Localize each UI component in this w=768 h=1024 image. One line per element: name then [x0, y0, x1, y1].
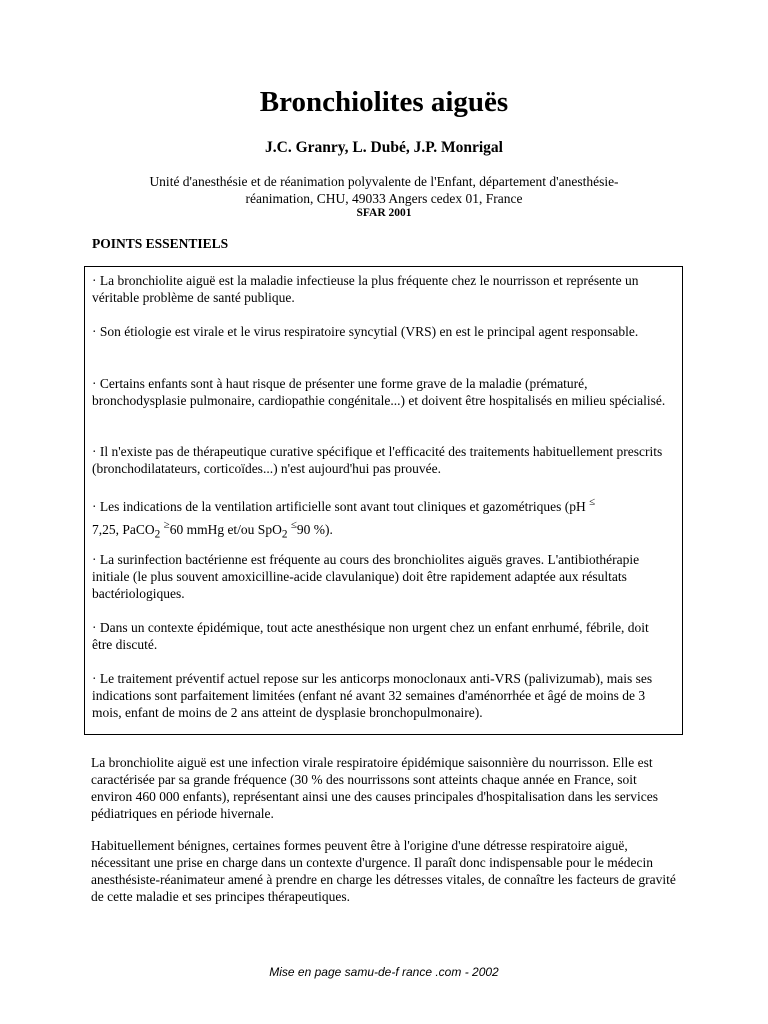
ventilation-text-4: 90 %).: [296, 522, 333, 537]
key-points-box: [84, 266, 683, 735]
ventilation-text-2: 7,25, PaCO: [92, 522, 155, 537]
paco2-subscript: 2: [154, 528, 161, 541]
key-point-3: · Certains enfants sont à haut risque de présenter une forme grave de la maladie (prématuré, bronchodysplasie pulmonaire, cardiopathie congénitale...) et doivent être hospitalisés en milieu spécialisé.: [92, 376, 666, 408]
body-paragraph-1: La bronchiolite aiguë est une infection virale respiratoire épidémique saisonnière du nourrisson. Elle est caractérisée par sa grande fréquence (30 % des nourrissons sont atteints chaque année en France, soit environ 460 000 enfants), représentant ainsi une des causes principales d'hospitalisation dans les services pédiatriques en période hivernale.: [91, 755, 659, 821]
spo2-subscript: 2: [281, 528, 288, 541]
key-point-4: · Il n'existe pas de thérapeutique curative spécifique et l'efficacité des traitements habituellement prescrits (bronchodilatateurs, corticoïdes...) n'est aujourd'hui pas prouvée.: [92, 444, 663, 476]
body-paragraph-2: Habituellement bénignes, certaines formes peuvent être à l'origine d'une détresse respiratoire aiguë, nécessitant une prise en charge dans un contexte d'urgence. Il paraît donc indispensable pour le médecin anesthésiste-réanimateur amené à prendre en charge les détresses vitales, de connaître les facteurs de gravité de cette maladie et ses principes thérapeutiques.: [91, 838, 676, 904]
points-heading: POINTS ESSENTIELS: [92, 236, 229, 251]
ventilation-text-1: · Les indications de la ventilation artificielle sont avant tout cliniques et gazométriques (pH: [92, 499, 586, 514]
document-title: Bronchiolites aiguës: [259, 86, 509, 118]
affiliation-line-1: Unité d'anesthésie et de réanimation polyvalente de l'Enfant, département d'anesthésie-: [149, 174, 619, 189]
le-symbol-2: ≤: [290, 519, 297, 531]
key-point-8: · Le traitement préventif actuel repose sur les anticorps monoclonaux anti-VRS (palivizumab), mais ses indications sont parfaitement limitées (enfant né avant 32 semaines d'aménorrhée et âgé de moins de 3 mois, enfant de moins de 2 ans atteint de dysplasie bronchopulmonaire).: [92, 671, 653, 720]
footer: Mise en page samu-de-f rance .com - 2002: [269, 965, 499, 979]
authors: J.C. Granry, L. Dubé, J.P. Monrigal: [265, 139, 503, 156]
key-point-7: · Dans un contexte épidémique, tout acte anesthésique non urgent chez un enfant enrhumé, fébrile, doit être discuté.: [92, 620, 649, 652]
ge-symbol: ≥: [163, 519, 170, 531]
sfar-label: SFAR 2001: [356, 207, 412, 219]
key-point-2: · Son étiologie est virale et le virus respiratoire syncytial (VRS) en est le principal agent responsable.: [92, 324, 639, 339]
affiliation: [100, 173, 668, 207]
affiliation-line-2: réanimation, CHU, 49033 Angers cedex 01, France: [245, 191, 523, 206]
key-point-6: · La surinfection bactérienne est fréquente au cours des bronchiolites aiguës graves. L'antibiothérapie initiale (le plus souvent amoxicilline-acide clavulanique) doit être rapidement adaptée aux résultats bactériologiques.: [92, 552, 640, 601]
ventilation-text-3: 60 mmHg et/ou SpO: [169, 522, 282, 537]
key-point-1: · La bronchiolite aiguë est la maladie infectieuse la plus fréquente chez le nourrisson et représente un véritable problème de santé publique.: [92, 273, 639, 305]
le-symbol: ≤: [589, 496, 596, 508]
key-point-ventilation: [92, 496, 672, 546]
